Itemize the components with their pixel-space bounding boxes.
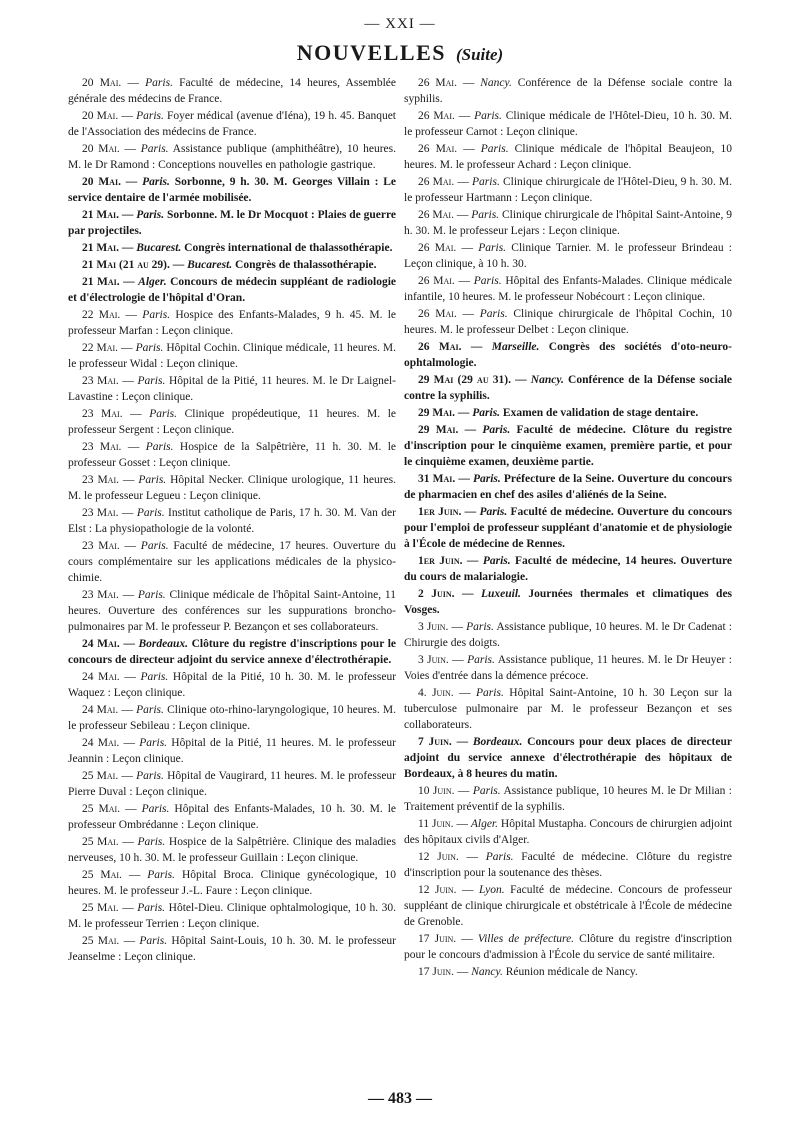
- entry-city: Paris.: [139, 935, 168, 947]
- entry-text: Clinique propédeutique, 11 heures. M. le professeur Sergent : Leçon clinique.: [68, 408, 397, 436]
- news-entry: 29 Mai. — Paris. Faculté de médecine. Clôture du registre d'inscription pour le cinquième examen, première partie, et pour le cinquième examen, deuxième partie.: [404, 424, 733, 468]
- news-entry: 25 Mai. — Paris. Hospice de la Salpêtrière. Clinique des maladies nerveuses, 10 h. 30. M. le professeur Guillain : Leçon clinique.: [68, 836, 397, 864]
- entry-text: Examen de validation de stage dentaire.: [502, 407, 699, 419]
- entry-text: Faculté de médecine. Ouverture du concours pour l'emploi de professeur suppléant d'anatomie et de physiologie à l'École de médecine de Rennes.: [404, 506, 732, 550]
- entry-date: 25 Mai.: [82, 803, 121, 815]
- news-entry: 23 Mai. — Paris. Hospice de la Salpêtrière, 11 h. 30. M. le professeur Gosset : Leçon clinique.: [68, 441, 397, 469]
- entry-date: 25 Mai.: [82, 869, 122, 881]
- entry-city: Lyon.: [479, 884, 505, 896]
- entry-date: 1er Juin.: [418, 506, 462, 518]
- news-entry: 24 Mai. — Paris. Hôpital de la Pitié, 10 h. 30. M. le professeur Waquez : Leçon clinique.: [68, 671, 397, 699]
- entry-city: Paris.: [478, 242, 507, 254]
- entry-date: 26 Mai.: [418, 77, 457, 89]
- entry-text: Hospice des Enfants-Malades, 9 h. 45. M. le professeur Marfan : Leçon clinique.: [68, 309, 397, 337]
- entry-city: Paris.: [472, 407, 501, 419]
- entry-text: Clinique chirurgicale de l'Hôtel-Dieu, 9 h. 30. M. le professeur Hartmann : Leçon clinique.: [404, 176, 733, 204]
- entry-text: Faculté de médecine, 14 heures, Assemblée générale des médecins de France.: [68, 77, 397, 105]
- entry-text: Journées thermales et climatiques des Vosges.: [404, 588, 733, 616]
- entry-city: Paris.: [136, 770, 164, 782]
- entry-date: 26 Mai.: [418, 176, 455, 188]
- entry-date: 21 Mai.: [82, 209, 120, 221]
- news-entry: 23 Mai. — Paris. Hôpital Necker. Clinique urologique, 11 heures. M. le professeur Legueu : Leçon clinique.: [68, 474, 397, 502]
- news-entry: 22 Mai. — Paris. Hospice des Enfants-Malades, 9 h. 45. M. le professeur Marfan : Leçon clinique.: [68, 309, 397, 337]
- entry-date: 29 Mai (29 au 31).: [418, 374, 511, 386]
- entry-date: 21 Mai (21 au 29).: [82, 259, 170, 271]
- entry-date: 17 Juin.: [418, 966, 454, 978]
- entry-city: Paris.: [472, 176, 500, 188]
- news-entry: 2 Juin. — Luxeuil. Journées thermales et climatiques des Vosges.: [404, 588, 733, 616]
- entry-text: Hôpital Broca. Clinique gynécologique, 10 heures. M. le professeur J.-L. Faure : Leçon clinique.: [68, 869, 397, 897]
- news-entry: 20 Mai. — Paris. Faculté de médecine, 14 heures, Assemblée générale des médecins de France.: [68, 77, 397, 105]
- entry-text: Sorbonne, 9 h. 30. M. Georges Villain : Le service dentaire de l'armée mobilisée.: [68, 176, 397, 204]
- entry-text: Hôpital de Vaugirard, 11 heures. M. le professeur Pierre Duval : Leçon clinique.: [68, 770, 397, 798]
- entry-date: 29 Mai.: [418, 407, 455, 419]
- news-entry: 24 Mai. — Paris. Hôpital de la Pitié, 11 heures. M. le professeur Jeannin : Leçon clinique.: [68, 737, 397, 765]
- entry-text: Concours de médecin suppléant de radiologie et d'électrologie de l'hôpital d'Oran.: [68, 276, 396, 304]
- entry-text: Faculté de médecine. Concours de professeur suppléant de clinique chirurgicale et obstétricale à l'École de médecine de Grenoble.: [404, 884, 733, 928]
- entry-city: Paris.: [141, 803, 170, 815]
- entry-text: Congrès des sociétés d'oto-neuro-ophtalmologie.: [404, 341, 732, 369]
- entry-city: Paris.: [142, 176, 170, 188]
- entry-city: Paris.: [137, 375, 166, 387]
- entry-date: 24 Mai.: [82, 638, 120, 650]
- entry-date: 21 Mai.: [82, 242, 119, 254]
- news-entry: 29 Mai. — Paris. Examen de validation de stage dentaire.: [418, 407, 699, 419]
- entry-city: Paris.: [467, 654, 495, 666]
- news-entry: 24 Mai. — Paris. Clinique oto-rhino-laryngologique, 10 heures. M. le professeur Sebileau : Leçon clinique.: [68, 704, 397, 732]
- entry-text: Faculté de médecine. Clôture du registre d'inscription pour la soutenance des thèses.: [404, 851, 733, 879]
- news-entry: 17 Juin. — Nancy. Réunion médicale de Nancy.: [418, 966, 638, 978]
- entry-text: Clôture du registre d'inscriptions pour le concours de directeur adjoint du service annexe d'électrothérapie.: [68, 638, 396, 666]
- entry-date: 20 Mai.: [82, 110, 119, 122]
- entry-city: Paris.: [135, 342, 164, 354]
- entry-city: Paris.: [472, 785, 501, 797]
- entry-date: 26 Mai.: [418, 341, 462, 353]
- entry-date: 23 Mai.: [82, 540, 120, 552]
- news-entry: 1er Juin. — Paris. Faculté de médecine, 14 heures. Ouverture du cours de malarialogie.: [404, 555, 732, 583]
- entry-city: Paris.: [479, 506, 508, 518]
- entry-date: 25 Mai.: [82, 770, 119, 782]
- news-entry: 26 Mai. — Paris. Clinique médicale de l'hôpital Beaujeon, 10 heures. M. le professeur Achard : Leçon clinique.: [404, 143, 733, 171]
- entry-date: 23 Mai.: [82, 375, 119, 387]
- entry-text: Assistance publique (amphithéâtre), 10 heures. M. le Dr Ramond : Conceptions nouvelles en pathologie gastrique.: [68, 143, 396, 171]
- entry-text: Clinique médicale de l'hôpital Saint-Antoine, 11 heures. Ouverture des conférences sur les suppurations broncho-pulmonaires par M. le professeur P. Bezançon et ses collaborateurs.: [68, 589, 397, 633]
- entry-date: 17 Juin.: [418, 933, 457, 945]
- news-entry: 20 Mai. — Paris. Assistance publique (amphithéâtre), 10 heures. M. le Dr Ramond : Conceptions nouvelles en pathologie gastrique.: [68, 143, 396, 171]
- entry-text: Clinique chirurgicale de l'hôpital Cochin, 10 heures. M. le professeur Delbet : Leçon clinique.: [404, 308, 733, 336]
- news-entry: 1er Juin. — Paris. Faculté de médecine. Ouverture du concours pour l'emploi de professeur suppléant d'anatomie et de physiologie à l'École de médecine de Rennes.: [404, 506, 732, 550]
- news-entry: 31 Mai. — Paris. Préfecture de la Seine. Ouverture du concours de pharmacien en chef des asiles d'aliénés de la Seine.: [404, 473, 733, 501]
- entry-date: 20 Mai.: [82, 143, 120, 155]
- news-entry: 26 Mai. — Paris. Clinique médicale de l'Hôtel-Dieu, 10 h. 30. M. le professeur Carnot : Leçon clinique.: [404, 110, 733, 138]
- news-entry: 25 Mai. — Paris. Hôpital Broca. Clinique gynécologique, 10 heures. M. le professeur J.-L. Faure : Leçon clinique.: [68, 869, 397, 897]
- entry-date: 4. Juin.: [418, 687, 454, 699]
- entry-text: Clinique médicale de l'Hôtel-Dieu, 10 h. 30. M. le professeur Carnot : Leçon clinique.: [404, 110, 733, 138]
- entry-text: Réunion médicale de Nancy.: [505, 966, 638, 978]
- entry-date: 24 Mai.: [82, 737, 120, 749]
- news-entry: 23 Mai. — Paris. Hôpital de la Pitié, 11 heures. M. le Dr Laignel-Lavastine : Leçon clinique.: [68, 375, 397, 403]
- entry-city: Paris.: [466, 621, 494, 633]
- entry-city: Paris.: [137, 836, 166, 848]
- entry-city: Paris.: [137, 902, 166, 914]
- entry-city: Paris.: [471, 209, 500, 221]
- entry-city: Paris.: [136, 507, 165, 519]
- entry-city: Bordeaux.: [472, 736, 523, 748]
- news-entry: 26 Mai. — Marseille. Congrès des sociétés d'oto-neuro-ophtalmologie.: [404, 341, 732, 369]
- entry-text: Assistance publique, 11 heures. M. le Dr Heuyer : Voies d'entrée dans la démence précoce.: [404, 654, 732, 682]
- news-entry: 20 Mai. — Paris. Foyer médical (avenue d'Iéna), 19 h. 45. Banquet de l'Association des médecins de France.: [68, 110, 396, 138]
- entry-date: 24 Mai.: [82, 704, 119, 716]
- entry-city: Paris.: [479, 308, 508, 320]
- news-entry: 4. Juin. — Paris. Hôpital Saint-Antoine, 10 h. 30 Leçon sur la tuberculose pulmonaire par M. le professeur Bezançon et ses collaborateurs.: [404, 687, 732, 731]
- entry-city: Paris.: [473, 275, 502, 287]
- entry-city: Nancy.: [480, 77, 512, 89]
- entry-city: Bordeaux.: [138, 638, 188, 650]
- news-entry: 26 Mai. — Paris. Clinique chirurgicale de l'hôpital Cochin, 10 heures. M. le professeur Delbet : Leçon clinique.: [404, 308, 733, 336]
- entry-text: Clinique Tarnier. M. le professeur Brindeau : Leçon clinique, à 10 h. 30.: [404, 242, 733, 270]
- news-entry: 26 Mai. — Paris. Clinique Tarnier. M. le professeur Brindeau : Leçon clinique, à 10 h. 30.: [404, 242, 733, 270]
- entry-city: Paris.: [482, 555, 511, 567]
- entry-city: Paris.: [474, 110, 502, 122]
- entry-date: 10 Juin.: [418, 785, 455, 797]
- news-entry: 25 Mai. — Paris. Hôtel-Dieu. Clinique ophtalmologique, 10 h. 30. M. le professeur Terrien : Leçon clinique.: [68, 902, 397, 930]
- entry-city: Luxeuil.: [480, 588, 521, 600]
- entry-text: Faculté de médecine, 14 heures. Ouverture du cours de malarialogie.: [404, 555, 732, 583]
- entry-text: Congrès international de thalassothérapie.: [184, 242, 393, 254]
- entry-city: Villes de préfecture.: [477, 933, 575, 945]
- entry-date: 1er Juin.: [418, 555, 463, 567]
- entry-city: Paris.: [136, 704, 164, 716]
- news-entry: 26 Mai. — Nancy. Conférence de la Défense sociale contre la syphilis.: [404, 77, 732, 105]
- news-entry: 23 Mai. — Paris. Clinique propédeutique, 11 heures. M. le professeur Sergent : Leçon clinique.: [68, 408, 397, 436]
- entry-date: 3 Juin.: [418, 621, 449, 633]
- news-entry: 11 Juin. — Alger. Hôpital Mustapha. Concours de chirurgien adjoint des hôpitaux civils d'Alger.: [404, 818, 733, 846]
- title-suffix: (Suite): [455, 45, 504, 64]
- title-main: NOUVELLES: [296, 40, 446, 65]
- entry-text: Assistance publique, 10 heures M. le Dr Milian : Traitement préventif de la syphilis.: [404, 785, 733, 813]
- news-entry: 21 Mai. — Alger. Concours de médecin suppléant de radiologie et d'électrologie de l'hôpital d'Oran.: [68, 276, 396, 304]
- entry-text: Hôpital Saint-Louis, 10 h. 30. M. le professeur Jeanselme : Leçon clinique.: [68, 935, 397, 963]
- news-entry: 25 Mai. — Paris. Hôpital des Enfants-Malades, 10 h. 30. M. le professeur Ombrédanne : Leçon clinique.: [68, 803, 397, 831]
- news-entry: 20 Mai. — Paris. Sorbonne, 9 h. 30. M. Georges Villain : Le service dentaire de l'armée mobilisée.: [68, 176, 397, 204]
- entry-city: Paris.: [145, 77, 173, 89]
- entry-date: 29 Mai.: [418, 424, 459, 436]
- entry-text: Conférence de la Défense sociale contre la syphilis.: [404, 374, 732, 402]
- entry-text: Hospice de la Salpêtrière. Clinique des maladies nerveuses, 10 h. 30. M. le professeur Guillain : Leçon clinique.: [68, 836, 397, 864]
- news-entry: 26 Mai. — Paris. Clinique chirurgicale de l'Hôtel-Dieu, 9 h. 30. M. le professeur Hartmann : Leçon clinique.: [404, 176, 733, 204]
- entry-date: 26 Mai.: [418, 143, 458, 155]
- entry-date: 12 Juin.: [418, 884, 457, 896]
- entry-city: Alger.: [138, 276, 167, 288]
- entry-date: 23 Mai.: [82, 474, 119, 486]
- entry-date: 21 Mai.: [82, 276, 120, 288]
- entry-city: Paris.: [140, 671, 169, 683]
- entry-date: 31 Mai.: [418, 473, 456, 485]
- news-entry: 26 Mai. — Paris. Hôpital des Enfants-Malades. Clinique médicale infantile, 10 heures. M. le professeur Nobécourt : Leçon clinique.: [404, 275, 733, 303]
- news-entry: 10 Juin. — Paris. Assistance publique, 10 heures M. le Dr Milian : Traitement préventif de la syphilis.: [404, 785, 733, 813]
- entry-text: Hôpital Cochin. Clinique médicale, 11 heures. M. le professeur Widal : Leçon clinique.: [68, 342, 397, 370]
- entry-date: 25 Mai.: [82, 836, 119, 848]
- entry-text: Hôpital des Enfants-Malades. Clinique médicale infantile, 10 heures. M. le professeur Nobécourt : Leçon clinique.: [404, 275, 733, 303]
- entry-city: Paris.: [485, 851, 514, 863]
- entry-city: Bucarest.: [136, 242, 182, 254]
- entry-city: Paris.: [138, 474, 167, 486]
- entry-text: Hôpital de la Pitié, 11 heures. M. le professeur Jeannin : Leçon clinique.: [68, 737, 397, 765]
- entry-city: Paris.: [482, 424, 511, 436]
- page-roman-numeral: — XXI —: [364, 16, 436, 32]
- entry-city: Paris.: [145, 441, 174, 453]
- entry-date: 7 Juin.: [418, 736, 452, 748]
- entry-date: 26 Mai.: [418, 209, 454, 221]
- news-entry: 23 Mai. — Paris. Institut catholique de Paris, 17 h. 30. M. Van der Elst : La physiopathologie de la volonté.: [68, 507, 396, 535]
- entry-city: Paris.: [136, 110, 164, 122]
- entry-city: Paris.: [142, 309, 171, 321]
- entry-city: Paris.: [139, 737, 168, 749]
- entry-date: 26 Mai.: [418, 308, 457, 320]
- entry-text: Foyer médical (avenue d'Iéna), 19 h. 45. Banquet de l'Association des médecins de France.: [68, 110, 396, 138]
- left-column: [68, 75, 396, 966]
- news-entry: 3 Juin. — Paris. Assistance publique, 11 heures. M. le Dr Heuyer : Voies d'entrée dans la démence précoce.: [404, 654, 732, 682]
- entry-text: Sorbonne. M. le Dr Mocquot : Plaies de guerre par projectiles.: [68, 209, 397, 237]
- entry-city: Paris.: [140, 540, 169, 552]
- entry-date: 23 Mai.: [82, 589, 119, 601]
- news-entry: 21 Mai. — Bucarest. Congrès international de thalassothérapie.: [82, 242, 393, 254]
- entry-date: 26 Mai.: [418, 110, 455, 122]
- entry-city: Nancy.: [530, 374, 564, 386]
- entry-text: Préfecture de la Seine. Ouverture du concours de pharmacien en chef des asiles d'aliénés de la Seine.: [404, 473, 733, 501]
- entry-city: Paris.: [136, 209, 165, 221]
- entry-text: Hôpital des Enfants-Malades, 10 h. 30. M. le professeur Ombrédanne : Leçon clinique.: [68, 803, 397, 831]
- entry-city: Alger.: [470, 818, 498, 830]
- entry-date: 12 Juin.: [418, 851, 459, 863]
- news-entry: 12 Juin. — Lyon. Faculté de médecine. Concours de professeur suppléant de clinique chirurgicale et obstétricale à l'École de médecine de Grenoble.: [404, 884, 733, 928]
- entry-date: 11 Juin.: [418, 818, 454, 830]
- entry-text: Faculté de médecine, 17 heures. Ouverture du cours complémentaire sur les applications médicales de la physico-chimie.: [68, 540, 396, 584]
- news-entry: 22 Mai. — Paris. Hôpital Cochin. Clinique médicale, 11 heures. M. le professeur Widal : Leçon clinique.: [68, 342, 397, 370]
- entry-date: 20 Mai.: [82, 176, 121, 188]
- page-title: [0, 40, 800, 66]
- entry-city: Paris.: [480, 143, 509, 155]
- news-entry: 7 Juin. — Bordeaux. Concours pour deux places de directeur adjoint du service annexe d'électrothérapie des hôpitaux de Bordeaux, à 8 heures du matin.: [404, 736, 732, 780]
- entry-date: 22 Mai.: [82, 309, 121, 321]
- entry-date: 25 Mai.: [82, 902, 119, 914]
- entry-date: 20 Mai.: [82, 77, 122, 89]
- news-entry: 23 Mai. — Paris. Faculté de médecine, 17 heures. Ouverture du cours complémentaire sur les applications médicales de la physico-chimie.: [68, 540, 396, 584]
- entry-text: Faculté de médecine. Clôture du registre d'inscription pour le cinquième examen, première partie, et pour le cinquième examen, deuxième partie.: [404, 424, 733, 468]
- entry-text: Hôpital Saint-Antoine, 10 h. 30 Leçon sur la tuberculose pulmonaire par M. le professeur Bezançon et ses collaborateurs.: [404, 687, 732, 731]
- entry-date: 25 Mai.: [82, 935, 120, 947]
- entry-text: Institut catholique de Paris, 17 h. 30. M. Van der Elst : La physiopathologie de la volonté.: [68, 507, 396, 535]
- page-number: — 483 —: [368, 1090, 432, 1107]
- news-entry: 21 Mai (21 au 29). — Bucarest. Congrès de thalassothérapie.: [82, 259, 377, 271]
- entry-date: 22 Mai.: [82, 342, 119, 354]
- entry-city: Paris.: [149, 408, 178, 420]
- news-entry: 29 Mai (29 au 31). — Nancy. Conférence de la Défense sociale contre la syphilis.: [404, 374, 732, 402]
- entry-text: Clinique médicale de l'hôpital Beaujeon, 10 heures. M. le professeur Achard : Leçon clinique.: [404, 143, 733, 171]
- entry-date: 2 Juin.: [418, 588, 455, 600]
- entry-text: Hôpital Mustapha. Concours de chirurgien adjoint des hôpitaux civils d'Alger.: [404, 818, 733, 846]
- entry-text: Assistance publique, 10 heures. M. le Dr Cadenat : Chirurgie des doigts.: [404, 621, 733, 649]
- entry-city: Nancy.: [471, 966, 503, 978]
- entry-date: 26 Mai.: [418, 275, 455, 287]
- news-entry: 26 Mai. — Paris. Clinique chirurgicale de l'hôpital Saint-Antoine, 9 h. 30. M. le professeur Lejars : Leçon clinique.: [404, 209, 733, 237]
- entry-city: Paris.: [472, 473, 501, 485]
- entry-date: 3 Juin.: [418, 654, 449, 666]
- entry-text: Hôtel-Dieu. Clinique ophtalmologique, 10 h. 30. M. le professeur Terrien : Leçon clinique.: [68, 902, 397, 930]
- entry-text: Hôpital Necker. Clinique urologique, 11 heures. M. le professeur Legueu : Leçon clinique.: [68, 474, 397, 502]
- entry-text: Clinique oto-rhino-laryngologique, 10 heures. M. le professeur Sebileau : Leçon clinique.: [68, 704, 397, 732]
- news-entry: 3 Juin. — Paris. Assistance publique, 10 heures. M. le Dr Cadenat : Chirurgie des doigts.: [404, 621, 733, 649]
- news-entry: 21 Mai. — Paris. Sorbonne. M. le Dr Mocquot : Plaies de guerre par projectiles.: [68, 209, 397, 237]
- entry-text: Congrès de thalassothérapie.: [235, 259, 377, 271]
- entry-city: Marseille.: [491, 341, 540, 353]
- entry-date: 26 Mai.: [418, 242, 457, 254]
- entry-city: Paris.: [476, 687, 504, 699]
- news-entry: 23 Mai. — Paris. Clinique médicale de l'hôpital Saint-Antoine, 11 heures. Ouverture des conférences sur les suppurations broncho-pulmonaires par M. le professeur P. Bezançon et ses collaborateurs.: [68, 589, 397, 633]
- entry-text: Hôpital de la Pitié, 10 h. 30. M. le professeur Waquez : Leçon clinique.: [68, 671, 397, 699]
- entry-text: Clôture du registre d'inscription pour le concours d'admission à l'École du service de santé militaire.: [404, 933, 732, 961]
- entry-date: 23 Mai.: [82, 441, 122, 453]
- entry-date: 23 Mai.: [82, 507, 119, 519]
- news-entry: 17 Juin. — Villes de préfecture. Clôture du registre d'inscription pour le concours d'admission à l'École du service de santé militaire.: [404, 933, 732, 961]
- news-entry: 12 Juin. — Paris. Faculté de médecine. Clôture du registre d'inscription pour la soutenance des thèses.: [404, 851, 733, 879]
- news-entry: 25 Mai. — Paris. Hôpital de Vaugirard, 11 heures. M. le professeur Pierre Duval : Leçon clinique.: [68, 770, 397, 798]
- entry-text: Hospice de la Salpêtrière, 11 h. 30. M. le professeur Gosset : Leçon clinique.: [68, 441, 397, 469]
- entry-date: 23 Mai.: [82, 408, 123, 420]
- entry-city: Paris.: [137, 589, 166, 601]
- entry-text: Concours pour deux places de directeur adjoint du service annexe d'électrothérapie des hôpitaux de Bordeaux, à 8 heures du matin.: [404, 736, 732, 780]
- entry-text: Clinique chirurgicale de l'hôpital Saint-Antoine, 9 h. 30. M. le professeur Lejars : Leçon clinique.: [404, 209, 733, 237]
- entry-city: Paris.: [147, 869, 176, 881]
- entry-date: 24 Mai.: [82, 671, 120, 683]
- entry-city: Bucarest.: [187, 259, 233, 271]
- news-entry: 24 Mai. — Bordeaux. Clôture du registre d'inscriptions pour le concours de directeur adjoint du service annexe d'électrothérapie.: [68, 638, 396, 666]
- right-column: [404, 75, 732, 981]
- entry-text: Hôpital de la Pitié, 11 heures. M. le Dr Laignel-Lavastine : Leçon clinique.: [68, 375, 397, 403]
- entry-text: Conférence de la Défense sociale contre la syphilis.: [404, 77, 732, 105]
- entry-city: Paris.: [140, 143, 169, 155]
- news-entry: 25 Mai. — Paris. Hôpital Saint-Louis, 10 h. 30. M. le professeur Jeanselme : Leçon clinique.: [68, 935, 397, 963]
